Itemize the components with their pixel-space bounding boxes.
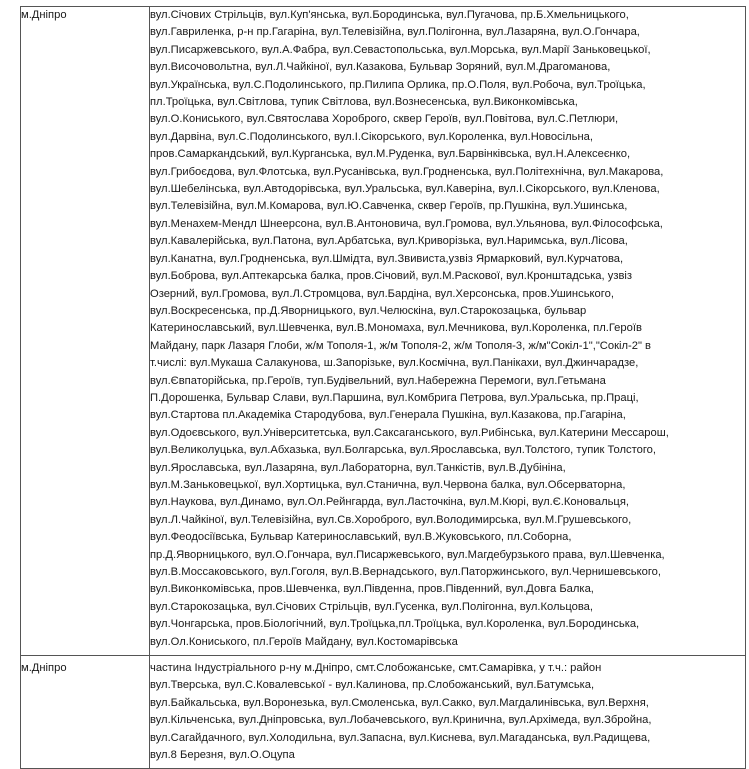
street-list-line: вул.Гавриленка, р-н пр.Гагаріна, вул.Телевізійна, вул.Полігонна, вул.Лазаряна, вул.О.Гончара, xyxy=(150,26,640,39)
street-list-line: вул.Кавалерійська, вул.Патона, вул.Арбатська, вул.Криворізька, вул.Наримська, вул.Лісова, xyxy=(150,235,628,248)
street-list-line: пр.Д.Яворницького, вул.О.Гончара, вул.Писаржевського, вул.Магдебурзького права, вул.Шевченка, xyxy=(150,548,665,561)
street-list-line: вул.Байкальська, вул.Воронезька, вул.Смоленська, вул.Сакко, вул.Магдалинівська, вул.Верхня, xyxy=(150,696,649,709)
street-list-line: вул.Чонгарська, пров.Біологічний, вул.Троїцька,пл.Троїцька, вул.Короленка, вул.Бородинська, xyxy=(150,618,640,631)
street-list-line: вул.Сагайдачного, вул.Холодильна, вул.Запасна, вул.Киснева, вул.Магаданська, вул.Радищева, xyxy=(150,731,651,744)
street-list-line: вул.Шебелінська, вул.Автодорівська, вул.Уральська, вул.Каверіна, вул.І.Сікорського, вул.Кленова, xyxy=(150,183,660,196)
street-list-line: вул.Писаржевського, вул.А.Фабра, вул.Севастопольська, вул.Морська, вул.Марії Заньковецької, xyxy=(150,43,651,56)
street-list-line: вул.Телевізійна, вул.М.Комарова, вул.Ю.Савченка, сквер Героїв, пр.Пушкіна, вул.Ушинська, xyxy=(150,200,628,213)
street-list-line: вул.Виконкомівська, пров.Шевченка, вул.Південна, пров.Південний, вул.Довга Балка, xyxy=(150,583,594,596)
city-name: м.Дніпро xyxy=(21,9,67,21)
street-list-line: П.Дорошенка, Бульвар Слави, вул.Паршина, вул.Комбрига Петрова, вул.Уральська, пр.Праці, xyxy=(150,391,639,404)
street-list-line: вул.Боброва, вул.Аптекарська балка, пров.Січовий, вул.М.Раскової, вул.Кронштадська, узвіз xyxy=(150,270,633,283)
street-list-line: вул.Дарвіна, вул.С.Подолинського, вул.І.Сікорського, вул.Короленка, вул.Новосільна, xyxy=(150,130,593,143)
street-list-line: вул.Л.Чайкіної, вул.Телевізійна, вул.Св.Хороброго, вул.Володимирська, вул.М.Грушевського, xyxy=(150,513,632,526)
street-list-line: вул.Українська, вул.С.Подолинського, пр.Пилипа Орлика, пр.О.Поля, вул.Робоча, вул.Троїцька, xyxy=(150,78,646,91)
address-table xyxy=(20,6,746,769)
address-table-body xyxy=(21,7,746,769)
street-list-line: вул.Січових Стрільців, вул.Куп'янська, вул.Бородинська, вул.Пугачова, пр.Б.Хмельницького, xyxy=(150,9,629,21)
street-list-line: Майдану, парк Лазаря Глоби, ж/м Тополя-1, ж/м Тополя-2, ж/м Тополя-3, ж/м"Сокіл-1","Сокіл-2" в xyxy=(150,339,651,352)
street-list-line: вул.Феодосіївська, Бульвар Катеринославський, вул.В.Жуковського, пл.Соборна, xyxy=(150,531,572,544)
city-name: м.Дніпро xyxy=(21,662,67,675)
street-list-line: вул.Воскресенська, пр.Д.Яворницького, вул.Челюскіна, вул.Старокозацька, бульвар xyxy=(150,304,587,317)
street-list-line: вул.Наукова, вул.Динамо, вул.Ол.Рейнгарда, вул.Ласточкіна, вул.М.Кюрі, вул.Є.Коновальця, xyxy=(150,496,630,509)
street-list-line: т.числі: вул.Мукаша Салакунова, ш.Запорізьке, вул.Космічна, вул.Панікахи, вул.Джинчарадзе, xyxy=(150,357,639,370)
street-list-line: вул.8 Березня, вул.О.Оцупа xyxy=(150,749,295,762)
street-list-line: вул.Ярославська, вул.Лазаряна, вул.Лабораторна, вул.Танкістів, вул.В.Дубініна, xyxy=(150,461,566,474)
street-list-line: вул.Стартова пл.Академіка Стародубова, вул.Генерала Пушкіна, вул.Казакова, пр.Гагаріна, xyxy=(150,409,626,422)
street-list-line: частина Індустріального р-ну м.Дніпро, смт.Слобожанське, смт.Самарівка, у т.ч.: район xyxy=(150,662,602,675)
table-row xyxy=(21,7,746,656)
street-list-line: пров.Самаркандський, вул.Курганська, вул.М.Руденка, вул.Барвінківська, вул.Н.Алексеєнко, xyxy=(150,148,631,161)
street-list-line: вул.Старокозацька, вул.Січових Стрільців, вул.Гусенка, вул.Полігонна, вул.Кольцова, xyxy=(150,600,593,613)
street-list-line: вул.Ол.Кониського, пл.Героїв Майдану, вул.Костомарівська xyxy=(150,635,458,648)
street-list-line: пл.Троїцька, вул.Світлова, тупик Світлова, вул.Вознесенська, вул.Виконкомівська, xyxy=(150,96,578,109)
street-list-line: вул.Одоєвського, вул.Університетська, вул.Саксаганського, вул.Рибінська, вул.Катерини Мессарош, xyxy=(150,426,669,439)
street-list-line: вул.Великолуцька, вул.Абхазька, вул.Болгарська, вул.Ярославська, вул.Толстого, тупик Толстого, xyxy=(150,444,656,457)
street-list-line: вул.Євпаторійська, пр.Героїв, туп.Будівельний, вул.Набережна Перемоги, вул.Гетьмана xyxy=(150,374,606,387)
street-list-line: вул.Кільченська, вул.Дніпровська, вул.Лобачевського, вул.Кринична, вул.Архімеда, вул.Збройна, xyxy=(150,714,652,727)
table-row xyxy=(21,656,746,769)
street-list-cell xyxy=(150,7,746,656)
street-list-line: вул.Грибоєдова, вул.Флотська, вул.Русанівська, вул.Гродненська, вул.Політехнічна, вул.Макарова, xyxy=(150,165,664,178)
street-list-cell xyxy=(150,656,746,769)
street-list-line: Катеринославський, вул.Шевченка, вул.В.Мономаха, вул.Мечникова, вул.Короленка, пл.Героїв xyxy=(150,322,642,335)
city-cell xyxy=(21,656,150,769)
street-list-line: вул.О.Кониського, вул.Святослава Хороброго, сквер Героїв, вул.Повітова, вул.С.Петлюри, xyxy=(150,113,619,126)
street-list-line: вул.Височовольтна, вул.Л.Чайкіної, вул.Казакова, Бульвар Зоряний, вул.М.Драгоманова, xyxy=(150,61,611,74)
city-cell xyxy=(21,7,150,656)
street-list-line: вул.В.Моссаковського, вул.Гоголя, вул.В.Вернадського, вул.Паторжинського, вул.Чернишевського, xyxy=(150,566,662,578)
street-list-line: вул.М.Заньковецької, вул.Хортицька, вул.Станична, вул.Червона балка, вул.Обсерваторна, xyxy=(150,478,626,491)
street-list-line: вул.Тверська, вул.С.Ковалевської - вул.Калинова, пр.Слобожанський, вул.Батумська, xyxy=(150,679,595,692)
street-list-line: вул.Канатна, вул.Гродненська, вул.Шмідта, вул.Звивиста,узвіз Ярмарковий, вул.Курчатова, xyxy=(150,252,624,265)
street-list-line: вул.Менахем-Мендл Шнеерсона, вул.В.Антоновича, вул.Громова, вул.Ульянова, вул.Філософська, xyxy=(150,217,663,230)
street-list-line: Озерний, вул.Громова, вул.Л.Стромцова, вул.Бардіна, вул.Херсонська, пров.Ушинського, xyxy=(150,287,614,300)
